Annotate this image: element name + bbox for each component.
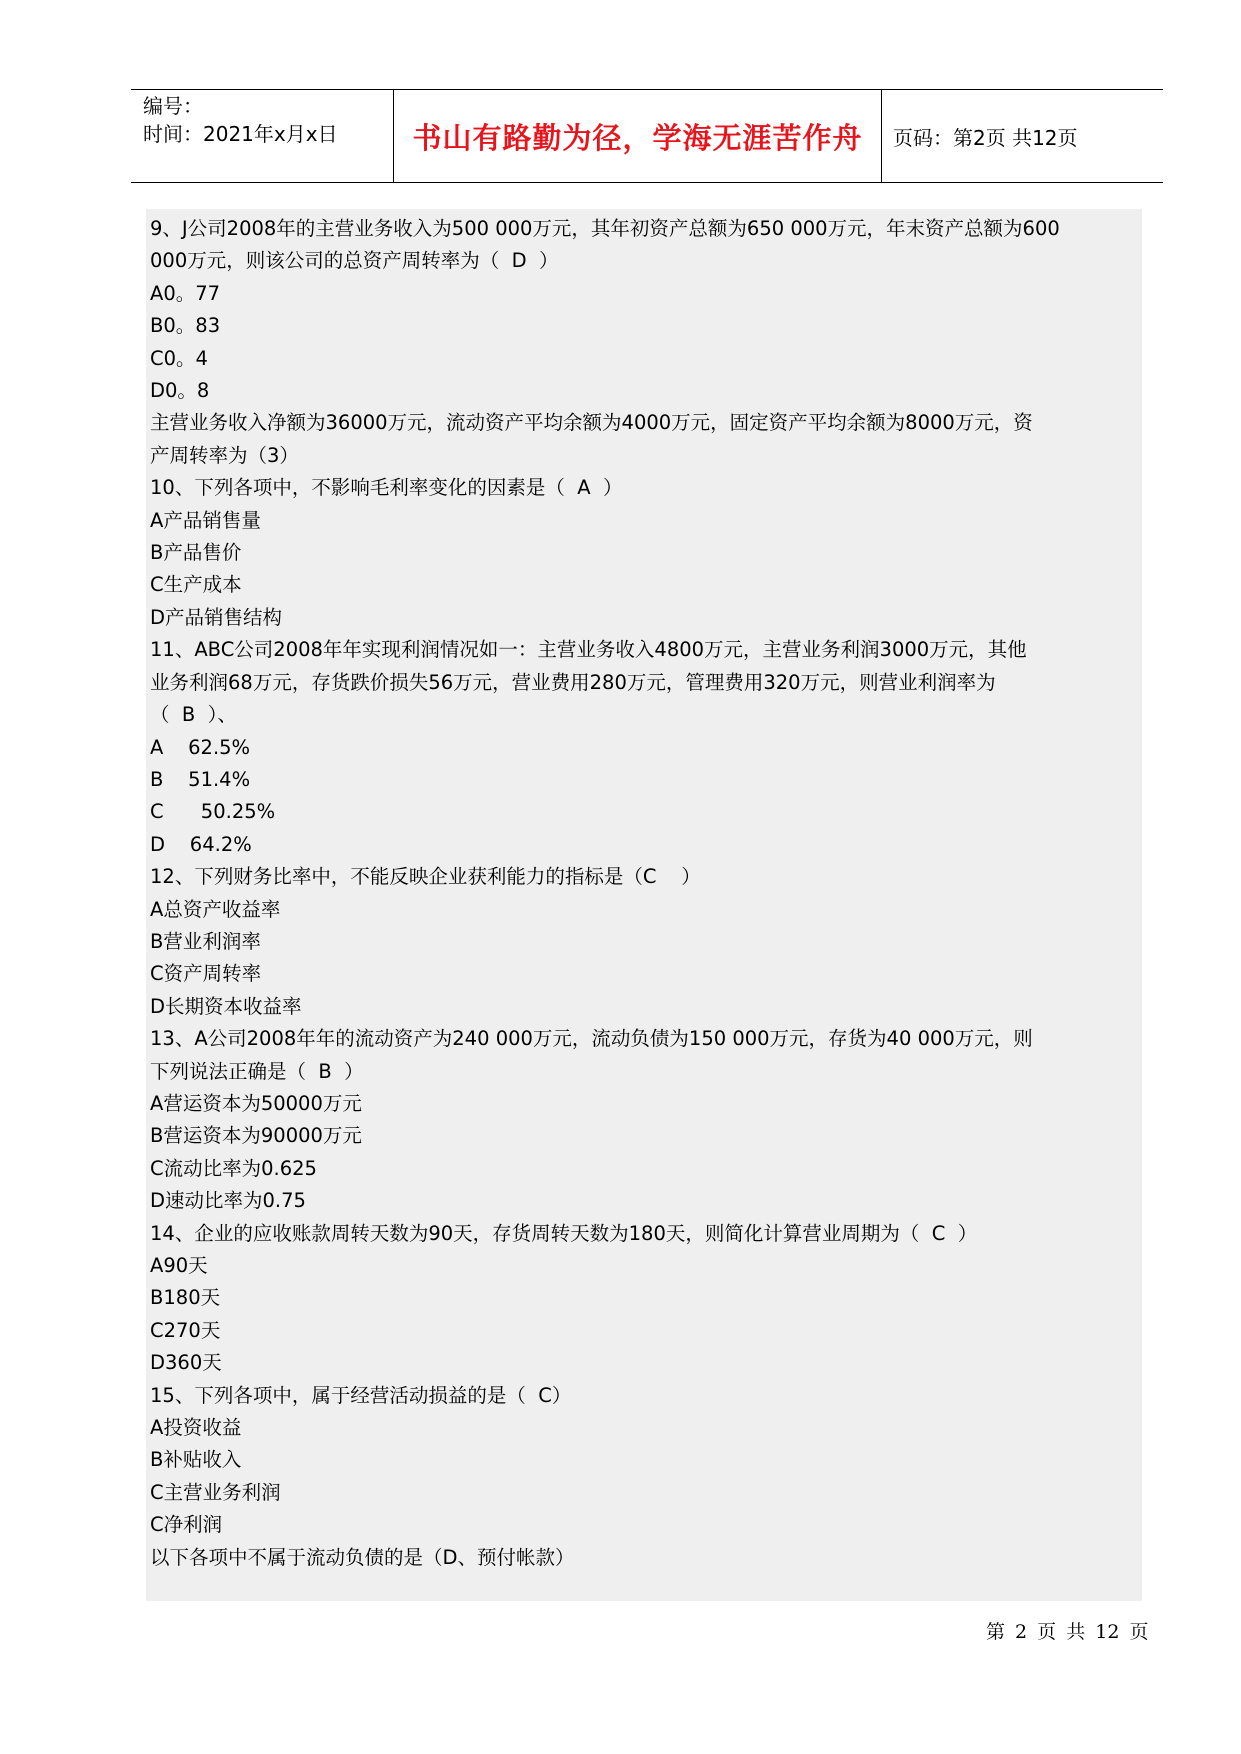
text-line: C主营业务利润: [150, 1480, 281, 1504]
document-body: [146, 209, 1142, 1601]
text-line: C生产成本: [150, 573, 242, 597]
text-line: C流动比率为0.625: [150, 1156, 317, 1180]
text-line: 13、A公司2008年年的流动资产为240 000万元，流动负债为150 000万元，存货为40 000万元，则: [150, 1027, 1033, 1051]
page-header: [131, 89, 1163, 183]
text-line: A 62.5%: [150, 735, 251, 759]
text-line: A90天: [150, 1254, 208, 1277]
question-list: [146, 209, 1142, 1574]
text-line: C0。4: [150, 346, 208, 370]
text-line: 11、ABC公司2008年年实现利润情况如一：主营业务收入4800万元，主营业务利润3000万元，其他: [150, 638, 1027, 662]
text-line: 10、下列各项中，不影响毛利率变化的因素是（ A ）: [150, 476, 623, 500]
header-motto-cell: [393, 90, 882, 182]
text-line: A0。77: [150, 281, 221, 305]
text-line: A总资产收益率: [150, 897, 281, 921]
header-page-cell: [881, 90, 1163, 182]
text-line: 以下各项中不属于流动负债的是（D、预付帐款）: [150, 1545, 575, 1569]
text-line: C270天: [150, 1318, 221, 1342]
text-line: C净利润: [150, 1513, 223, 1537]
text-line: B180天: [150, 1286, 221, 1310]
text-line: C资产周转率: [150, 962, 262, 986]
document-time-label: 时间：2021年x月x日: [143, 122, 338, 146]
header-motto: 书山有路勤为径，学海无涯苦作舟: [412, 120, 863, 155]
page-footer: 第 2 页 共 12 页: [986, 1621, 1149, 1643]
text-line: 14、企业的应收账款周转天数为90天，存货周转天数为180天，则简化计算营业周期为（ C ）: [150, 1221, 978, 1245]
text-line: D0。8: [150, 379, 210, 403]
text-line: 12、下列财务比率中，不能反映企业获利能力的指标是（C ）: [150, 865, 701, 889]
text-line: 产周转率为（3）: [150, 443, 299, 467]
text-line: 000万元，则该公司的总资产周转率为（ D ）: [150, 249, 559, 273]
text-line: A产品销售量: [150, 508, 261, 532]
text-line: 主营业务收入净额为36000万元，流动资产平均余额为4000万元，固定资产平均余额为8000万元，资: [150, 411, 1033, 435]
text-line: D360天: [150, 1351, 222, 1375]
text-line: B 51.4%: [150, 767, 251, 791]
text-line: A投资收益: [150, 1416, 242, 1440]
text-line: B营业利润率: [150, 929, 261, 953]
text-line: B营运资本为90000万元: [150, 1124, 362, 1148]
text-line: 下列说法正确是（ B ）: [150, 1059, 364, 1083]
text-line: D 64.2%: [150, 832, 252, 856]
text-line: B补贴收入: [150, 1448, 242, 1472]
text-line: （ B ）、: [150, 703, 237, 727]
text-line: D速动比率为0.75: [150, 1189, 306, 1213]
header-page-number: 页码：第2页 共12页: [893, 125, 1078, 150]
text-line: C 50.25%: [150, 800, 276, 824]
text-line: B0。83: [150, 314, 221, 338]
text-line: 9、J公司2008年的主营业务收入为500 000万元，其年初资产总额为650 000万元，年末资产总额为600: [150, 217, 1060, 240]
text-line: B产品售价: [150, 541, 242, 565]
text-line: 15、下列各项中，属于经营活动损益的是（ C）: [150, 1383, 572, 1407]
text-line: 业务利润68万元，存货跌价损失56万元，营业费用280万元，管理费用320万元，则营业利润率为: [150, 670, 996, 694]
text-line: A营运资本为50000万元: [150, 1091, 362, 1115]
document-number-label: 编号：: [143, 94, 203, 118]
text-line: D长期资本收益率: [150, 994, 302, 1018]
text-line: D产品销售结构: [150, 605, 283, 629]
